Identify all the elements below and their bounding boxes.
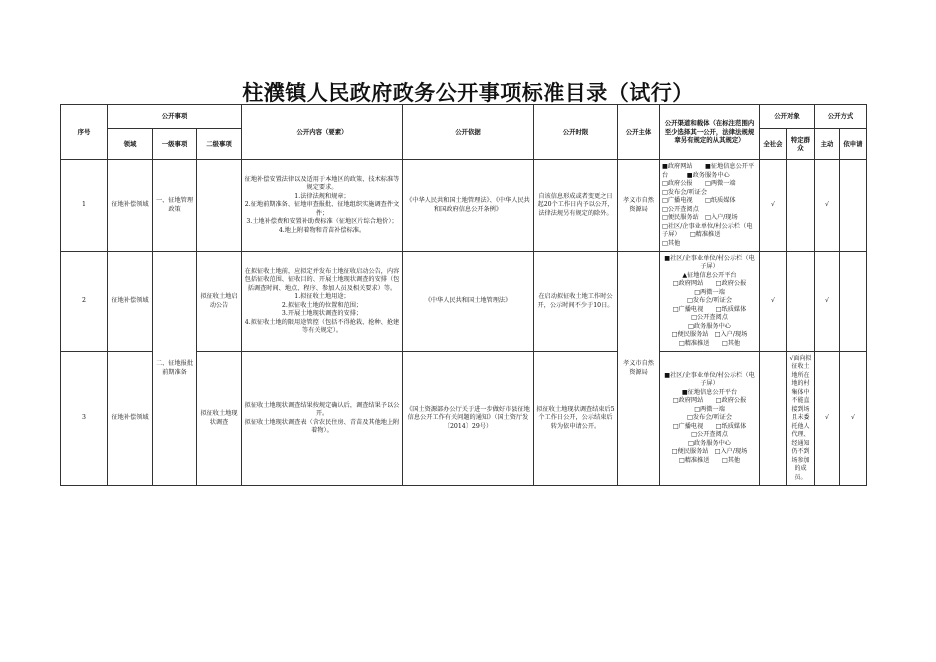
header-basis: 公开依据 <box>403 105 534 160</box>
cell-active: √ <box>815 252 840 352</box>
cell-specific-group: √面向拟征收土地所在地的村集体中不能直接到场且未委托他人代理、经通知仍不到场参加的成员。 <box>787 352 815 486</box>
header-channel: 公开渠道和载体（在标注范围内至少选择其一公开，法律法规规章另有规定的从其规定） <box>660 105 760 160</box>
header-domain: 领域 <box>108 129 153 160</box>
cell-content: 在拟征收土地前，应拟定并发布土地征收启动公告，内容包括征收范围、征收目的、开展土地现状调查的安排（包括调查时间、地点、程序、参加人员及相关要求）等。 1.拟征收土地用途； 2.拟征收土地的位置和范围； 3.开展土地现状调查的安排； 4.拟征收土地的限用途管控（包括不得抢栽、抢种、抢建等有关规定）。 <box>242 252 403 352</box>
cell-basis: 《中华人民共和国土地管理法》、《中华人民共和国政府信息公开条例》 <box>403 160 534 252</box>
cell-all-society: √ <box>760 160 787 252</box>
table-row <box>61 252 867 352</box>
header-matter: 公开事项 <box>108 105 242 129</box>
header-specific-group: 特定群众 <box>787 129 815 160</box>
header-row-1 <box>61 105 867 129</box>
cell-level2 <box>197 160 242 252</box>
header-method: 公开方式 <box>815 105 867 129</box>
table-row <box>61 160 867 252</box>
cell-all-society: √ <box>760 252 787 352</box>
cell-seq: 2 <box>61 252 108 352</box>
cell-specific-group <box>787 252 815 352</box>
cell-subject-group: 孝义市自然资源局 <box>618 252 660 486</box>
document-title: 柱濮镇人民政府政务公开事项标准目录（试行） <box>242 81 694 105</box>
cell-level1: 一、征地管理政策 <box>153 160 197 252</box>
header-on-request: 依申请 <box>840 129 867 160</box>
cell-domain: 征地补偿领域 <box>108 352 153 486</box>
cell-active: √ <box>815 160 840 252</box>
header-subject: 公开主体 <box>618 105 660 160</box>
cell-time-limit: 在启动拟征收土地工作时公开，公示时间不少于10日。 <box>534 252 618 352</box>
cell-level1-group: 二、征地报批前期准备 <box>153 252 197 486</box>
header-level1: 一级事项 <box>153 129 197 160</box>
cell-time-limit: 自该信息形成或者变更之日起20个工作日内予以公开，法律法规另有规定的除外。 <box>534 160 618 252</box>
cell-level2: 拟征收土地启动公告 <box>197 252 242 352</box>
cell-content: 征地补偿安置法律以及适用于本地区的政策、技术标准等规定要求。 1.法律法规和规章； 2.征地前期准备、征地审查报批、征地组织实施调查件文件； 3.土地补偿费和安置补助费标准（征地区片综合地价）； 4.地上附着物和青苗补偿标准。 <box>242 160 403 252</box>
disclosure-table <box>60 104 867 486</box>
cell-channel: ■社区/企事业单位/村公示栏（电子屏） ■征地信息公开平台 □政府网站 □政府公报 □两微一端 □发布会/听证会 □广播电视 □纸质媒体 □公开查阅点 □政务服务中心 □便民服务站 □入户/现场 □精准推送 □其他 <box>660 352 760 486</box>
cell-all-society <box>760 352 787 486</box>
cell-specific-group <box>787 160 815 252</box>
cell-seq: 1 <box>61 160 108 252</box>
cell-channel: ■社区/企事业单位/村公示栏（电子屏） ▲征地信息公开平台 □政府网站 □政府公报 □两微一端 □发布会/听证会 □广播电视 □纸质媒体 □公开查阅点 □政务服务中心 □便民服务站 □入户/现场 □精准推送 □其他 <box>660 252 760 352</box>
cell-subject: 孝义市自然资源局 <box>618 160 660 252</box>
cell-on-request <box>840 160 867 252</box>
cell-seq: 3 <box>61 352 108 486</box>
header-content: 公开内容（要素） <box>242 105 403 160</box>
cell-channel: ■政府网站 ■征地信息公开平台 ■政务服务中心 □政府公报 □两微一端 □发布会/听证会 □广播电视 □纸质媒体 □公开查阅点 □便民服务站 □入户/现场 □社区/企事业单位/村公示栏（电子屏） □精准推送 □其他 <box>660 160 760 252</box>
header-level2: 二级事项 <box>197 129 242 160</box>
cell-on-request <box>840 252 867 352</box>
cell-content: 拟征收土地现状调查结果按规定确认后，调查结果予以公开。 拟征收土地现状调查表（含农民住房、青苗及其他地上附着物）。 <box>242 352 403 486</box>
cell-level2: 拟征收土地现状调查 <box>197 352 242 486</box>
cell-on-request: √ <box>840 352 867 486</box>
cell-time-limit: 拟征收土地现状调查结束后5个工作日公开，公示结束后转为依申请公开。 <box>534 352 618 486</box>
cell-domain: 征地补偿领域 <box>108 160 153 252</box>
cell-basis: 《中华人民共和国土地管理法》 <box>403 252 534 352</box>
cell-active: √ <box>815 352 840 486</box>
cell-domain: 征地补偿领域 <box>108 252 153 352</box>
header-seq: 序号 <box>61 105 108 160</box>
header-all-society: 全社会 <box>760 129 787 160</box>
header-active: 主动 <box>815 129 840 160</box>
cell-basis: 《国土资源部办公厅关于进一步做好市县征地信息公开工作有关问题的通知》（国土资厅发〔2014〕29号） <box>403 352 534 486</box>
header-target: 公开对象 <box>760 105 815 129</box>
header-time-limit: 公开时限 <box>534 105 618 160</box>
